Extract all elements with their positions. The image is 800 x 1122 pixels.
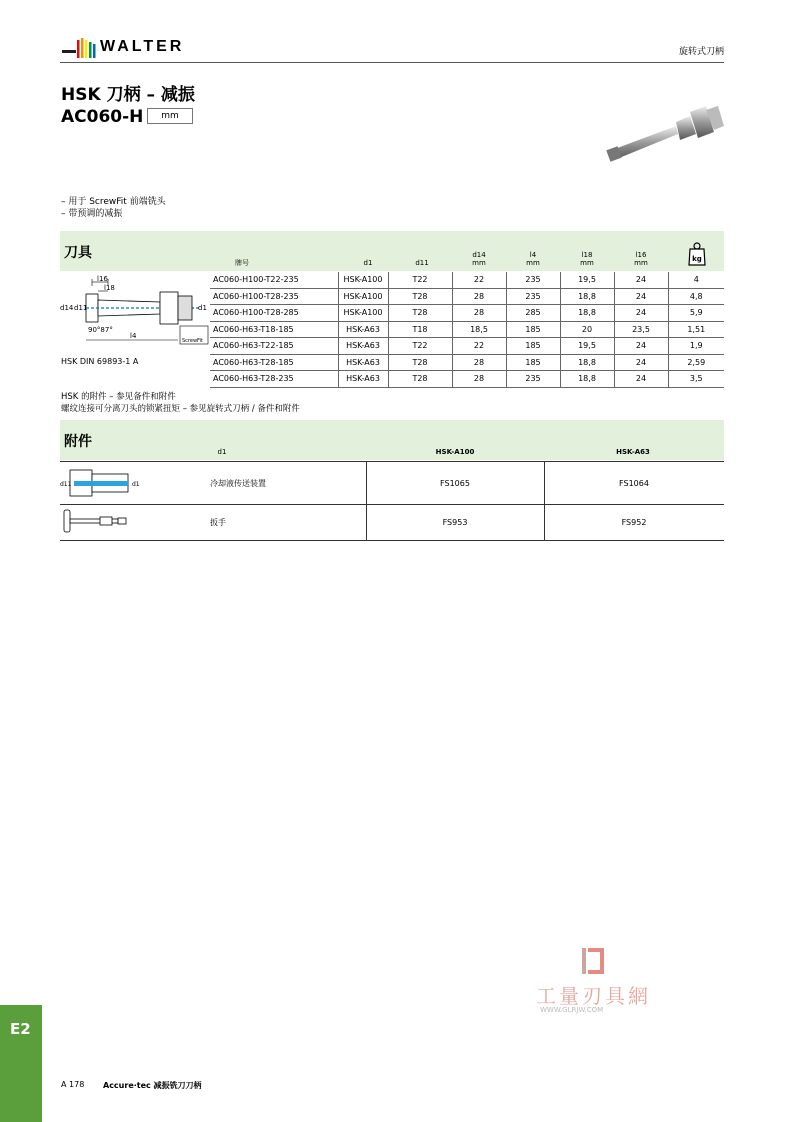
notes	[61, 391, 300, 415]
col-header-d1: d1	[363, 259, 373, 267]
table-cell: 4	[668, 272, 724, 288]
table-cell: HSK-A63	[338, 354, 388, 371]
table-row	[210, 338, 724, 355]
table-cell: HSK-A63	[338, 371, 388, 388]
label-d1: d1	[198, 304, 207, 312]
table-cell: 24	[614, 272, 668, 288]
watermark-text: 工量刃具網	[536, 984, 651, 1008]
accessory-a100: FS1065	[440, 478, 470, 488]
label-l4: l4	[130, 332, 137, 340]
table-cell: AC060-H63-T28-185	[210, 354, 338, 371]
accessory-row	[60, 504, 724, 541]
table-cell: AC060-H63-T28-235	[210, 371, 338, 388]
table-cell: T22	[388, 272, 452, 288]
coolant-tube-icon	[60, 464, 142, 502]
table-cell: 22	[452, 338, 506, 355]
table-cell: 18,8	[560, 305, 614, 322]
table-row	[210, 371, 724, 388]
acc-col-header-d1: d1	[217, 448, 227, 456]
accessory-a63: FS1064	[619, 478, 649, 488]
table-cell: T28	[388, 354, 452, 371]
table-cell: 18,8	[560, 288, 614, 305]
tools-header-band	[60, 231, 724, 271]
table-cell: 2,59	[668, 354, 724, 371]
weight-icon	[688, 242, 706, 266]
table-cell: 24	[614, 305, 668, 322]
acc-col-header-a63: HSK-A63	[616, 448, 650, 456]
col-header-d11: d11	[415, 259, 429, 267]
col-header-d14: d14 mm	[472, 251, 486, 267]
table-cell: AC060-H63-T18-185	[210, 321, 338, 338]
unit-badge: mm	[147, 108, 193, 124]
col-header-l16: l16 mm	[634, 251, 648, 267]
feature-list	[61, 196, 166, 220]
chapter-tab-label: E2	[10, 1020, 31, 1038]
col-header-l4: l4 mm	[526, 251, 540, 267]
table-cell: AC060-H100-T28-285	[210, 305, 338, 322]
label-screwfit: ScrewFit	[182, 338, 203, 344]
label-angles: 90°87°	[88, 326, 113, 334]
weight-icon-label: kg	[692, 255, 702, 263]
table-cell: 5,9	[668, 305, 724, 322]
feature-item: – 带预调的减振	[61, 209, 123, 219]
accessory-name: 扳手	[210, 517, 226, 527]
watermark-logo-icon	[580, 946, 606, 976]
table-cell: T28	[388, 288, 452, 305]
table-cell: T28	[388, 371, 452, 388]
acc-col-header-a100: HSK-A100	[435, 448, 475, 456]
accessories-heading: 附件	[64, 434, 92, 450]
table-cell: 1,51	[668, 321, 724, 338]
accessory-a100: FS953	[442, 517, 468, 527]
label-d14: d14	[60, 304, 74, 312]
table-row	[210, 354, 724, 371]
label-l16: l16	[97, 275, 108, 283]
table-cell: 28	[452, 288, 506, 305]
table-row	[210, 272, 724, 288]
accessory-name: 冷却液传送装置	[210, 478, 266, 488]
table-cell: 1,9	[668, 338, 724, 355]
label-d11: d11	[74, 304, 88, 312]
tool-holder-image	[606, 104, 726, 164]
table-cell: 4,8	[668, 288, 724, 305]
table-row	[210, 288, 724, 305]
table-cell: 24	[614, 288, 668, 305]
table-cell: HSK-A63	[338, 338, 388, 355]
table-cell: 235	[506, 371, 560, 388]
accessory-row	[60, 461, 724, 505]
table-cell: AC060-H100-T28-235	[210, 288, 338, 305]
standard-label: HSK DIN 69893-1 A	[61, 357, 139, 366]
table-cell: 20	[560, 321, 614, 338]
table-cell: 18,8	[560, 371, 614, 388]
table-cell: 24	[614, 354, 668, 371]
table-cell: 24	[614, 371, 668, 388]
tools-heading: 刀具	[64, 245, 92, 261]
table-cell: 285	[506, 305, 560, 322]
table-cell: 235	[506, 288, 560, 305]
brand-name: WALTER	[100, 38, 185, 55]
table-cell: 3,5	[668, 371, 724, 388]
table-cell: 185	[506, 321, 560, 338]
note-line: 螺纹连接可分离刀头的锁紧扭矩 – 参见旋转式刀柄 / 备件和附件	[61, 404, 300, 414]
table-cell: 24	[614, 338, 668, 355]
table-cell: 185	[506, 354, 560, 371]
wrench-icon	[60, 506, 142, 538]
footer-title: Accure·tec 减振铣刀刀柄	[103, 1081, 202, 1090]
accessory-a63: FS952	[621, 517, 647, 527]
tool-technical-drawing	[60, 274, 210, 350]
col-header-code: 牌号	[235, 259, 249, 267]
table-cell: AC060-H63-T22-185	[210, 338, 338, 355]
header-divider	[60, 62, 724, 63]
watermark-url: WWW.GLRJW.COM	[540, 1006, 604, 1014]
page-title: HSK 刀柄 – 减振	[61, 85, 195, 105]
chapter-tab	[0, 1005, 42, 1122]
table-row	[210, 321, 724, 338]
table-cell: HSK-A63	[338, 321, 388, 338]
note-line: HSK 的附件 – 参见备件和附件	[61, 392, 176, 402]
table-cell: T28	[388, 305, 452, 322]
section-title: 旋转式刀柄	[678, 47, 724, 57]
brand-logo-bars	[62, 36, 98, 60]
table-cell: T22	[388, 338, 452, 355]
table-cell: 18,5	[452, 321, 506, 338]
acc-label-d11: d11	[60, 481, 72, 488]
table-cell: 28	[452, 371, 506, 388]
tools-table	[210, 272, 724, 388]
table-cell: AC060-H100-T22-235	[210, 272, 338, 288]
product-code: AC060-H	[61, 107, 144, 127]
label-l18: l18	[104, 284, 115, 292]
table-cell: 28	[452, 354, 506, 371]
table-cell: HSK-A100	[338, 288, 388, 305]
table-cell: 23,5	[614, 321, 668, 338]
table-cell: 235	[506, 272, 560, 288]
table-cell: 18,8	[560, 354, 614, 371]
col-header-l18: l18 mm	[580, 251, 594, 267]
table-cell: T18	[388, 321, 452, 338]
feature-item: – 用于 ScrewFit 前端铣头	[61, 197, 166, 207]
table-cell: 22	[452, 272, 506, 288]
table-cell: HSK-A100	[338, 272, 388, 288]
page-number: A 178	[61, 1080, 85, 1089]
table-row	[210, 305, 724, 322]
table-cell: 19,5	[560, 272, 614, 288]
table-cell: 185	[506, 338, 560, 355]
table-cell: HSK-A100	[338, 305, 388, 322]
table-cell: 28	[452, 305, 506, 322]
table-cell: 19,5	[560, 338, 614, 355]
acc-label-d1: d1	[132, 481, 140, 488]
